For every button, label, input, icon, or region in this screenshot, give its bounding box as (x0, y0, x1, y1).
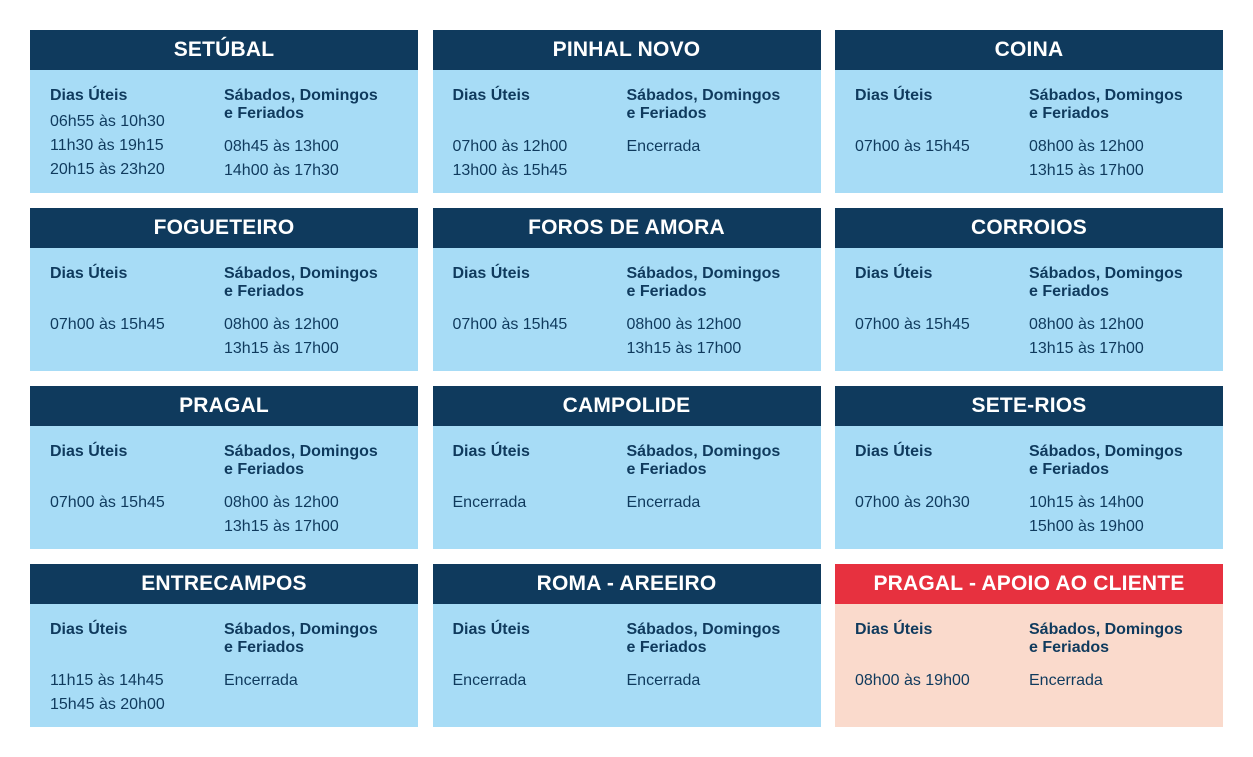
weekend-times (224, 491, 398, 539)
weekdays-times (50, 313, 224, 337)
time-range: Encerrada (224, 672, 298, 689)
weekend-heading (627, 621, 801, 658)
weekdays-column (50, 87, 224, 193)
weekdays-column (453, 265, 627, 371)
weekdays-column (50, 265, 224, 371)
station-card (30, 564, 418, 727)
weekend-heading (1029, 87, 1203, 124)
weekdays-times (453, 669, 627, 693)
weekend-heading-line2: e Feriados (626, 105, 707, 122)
weekdays-times (50, 669, 224, 717)
station-name: PINHAL NOVO (433, 30, 821, 70)
time-range: 13h00 às 15h45 (452, 162, 568, 179)
time-range: Encerrada (1029, 672, 1103, 689)
time-range: 08h00 às 12h00 (1029, 138, 1144, 155)
weekend-times (627, 491, 801, 515)
weekdays-heading: Dias Úteis (452, 87, 530, 104)
station-card (30, 386, 418, 549)
weekdays-column (453, 621, 627, 727)
weekend-column (627, 87, 801, 193)
station-name: CORROIOS (835, 208, 1223, 248)
weekdays-column (50, 443, 224, 549)
weekdays-times (50, 491, 224, 515)
time-range: 08h00 às 12h00 (626, 316, 742, 333)
weekdays-column (453, 443, 627, 549)
weekend-heading-line2: e Feriados (1029, 461, 1110, 478)
weekend-column (1029, 621, 1203, 727)
time-range: Encerrada (452, 672, 527, 689)
weekend-heading-line1: Sábados, Domingos (626, 621, 781, 638)
weekend-heading-line1: Sábados, Domingos (224, 87, 378, 104)
time-range: 08h45 às 13h00 (224, 138, 339, 155)
time-range: 07h00 às 15h45 (50, 316, 165, 333)
weekend-heading (1029, 443, 1203, 480)
time-range: 11h15 às 14h45 (50, 672, 164, 689)
station-card (835, 386, 1223, 549)
weekend-heading-line1: Sábados, Domingos (1029, 265, 1183, 282)
station-name: CAMPOLIDE (433, 386, 821, 426)
weekend-heading-line2: e Feriados (1029, 283, 1110, 300)
weekend-column (627, 265, 801, 371)
time-range: 14h00 às 17h30 (224, 162, 339, 179)
weekdays-heading: Dias Úteis (855, 87, 933, 104)
weekend-column (224, 265, 398, 371)
time-range: Encerrada (626, 494, 701, 511)
station-hours (433, 604, 821, 727)
station-hours (30, 248, 418, 371)
station-name: FOGUETEIRO (30, 208, 418, 248)
station-hours (433, 426, 821, 549)
station-hours (433, 70, 821, 193)
schedule-grid (30, 30, 1223, 727)
station-hours (835, 70, 1223, 193)
station-card (30, 30, 418, 193)
weekdays-times (453, 135, 627, 183)
weekend-column (627, 621, 801, 727)
weekend-column (224, 443, 398, 549)
time-range: 08h00 às 19h00 (855, 672, 970, 689)
time-range: Encerrada (626, 672, 701, 689)
weekdays-times (855, 669, 1029, 693)
weekend-heading-line2: e Feriados (224, 461, 305, 478)
weekend-heading-line1: Sábados, Domingos (626, 443, 781, 460)
weekend-heading (224, 265, 398, 302)
weekend-times (627, 313, 801, 361)
weekdays-times (50, 110, 224, 182)
weekend-heading-line1: Sábados, Domingos (1029, 443, 1183, 460)
time-range: 13h15 às 17h00 (1029, 340, 1144, 357)
weekdays-column (855, 443, 1029, 549)
time-range: 13h15 às 17h00 (626, 340, 742, 357)
weekend-times (627, 669, 801, 693)
weekdays-heading: Dias Úteis (50, 443, 128, 460)
weekend-heading (627, 443, 801, 480)
time-range: 07h00 às 15h45 (855, 138, 970, 155)
weekend-heading (627, 265, 801, 302)
station-name: FOROS DE AMORA (433, 208, 821, 248)
weekend-column (224, 87, 398, 193)
weekdays-heading: Dias Úteis (855, 621, 933, 638)
weekend-heading-line2: e Feriados (626, 461, 707, 478)
weekdays-heading: Dias Úteis (452, 443, 530, 460)
weekend-column (1029, 443, 1203, 549)
station-card (835, 30, 1223, 193)
weekend-heading (224, 443, 398, 480)
weekend-times (1029, 491, 1203, 539)
station-hours (835, 248, 1223, 371)
weekend-times (224, 135, 398, 183)
time-range: 13h15 às 17h00 (224, 518, 339, 535)
station-name: COINA (835, 30, 1223, 70)
time-range: 08h00 às 12h00 (224, 316, 339, 333)
time-range: 07h00 às 12h00 (452, 138, 568, 155)
time-range: 07h00 às 15h45 (50, 494, 165, 511)
weekdays-column (855, 265, 1029, 371)
time-range: 15h45 às 20h00 (50, 696, 165, 713)
weekend-times (627, 135, 801, 159)
weekdays-times (453, 313, 627, 337)
weekdays-times (855, 491, 1029, 515)
station-card (433, 30, 821, 193)
station-card (433, 386, 821, 549)
weekend-times (1029, 669, 1203, 693)
weekend-heading-line1: Sábados, Domingos (626, 265, 781, 282)
weekdays-times (855, 313, 1029, 337)
weekend-heading-line2: e Feriados (224, 105, 305, 122)
weekend-heading-line2: e Feriados (626, 283, 707, 300)
weekend-heading (224, 621, 398, 658)
weekend-heading-line1: Sábados, Domingos (1029, 87, 1183, 104)
weekend-heading (1029, 265, 1203, 302)
weekend-heading-line2: e Feriados (1029, 105, 1110, 122)
weekdays-times (855, 135, 1029, 159)
time-range: Encerrada (626, 138, 701, 155)
time-range: 08h00 às 12h00 (224, 494, 339, 511)
station-hours (835, 604, 1223, 727)
weekend-times (224, 669, 398, 693)
weekend-heading-line2: e Feriados (224, 639, 305, 656)
station-card (433, 564, 821, 727)
time-range: 07h00 às 15h45 (855, 316, 970, 333)
weekend-times (1029, 135, 1203, 183)
weekend-heading-line1: Sábados, Domingos (224, 621, 378, 638)
weekend-heading (224, 87, 398, 124)
weekend-heading-line1: Sábados, Domingos (224, 265, 378, 282)
weekdays-heading: Dias Úteis (50, 621, 128, 638)
time-range: 06h55 às 10h30 (50, 113, 165, 130)
time-range: 07h00 às 20h30 (855, 494, 970, 511)
weekdays-column (855, 621, 1029, 727)
weekend-column (1029, 265, 1203, 371)
station-name: PRAGAL - APOIO AO CLIENTE (835, 564, 1223, 604)
time-range: 11h30 às 19h15 (50, 137, 164, 154)
weekend-heading-line2: e Feriados (626, 639, 707, 656)
time-range: 13h15 às 17h00 (1029, 162, 1144, 179)
station-card (30, 208, 418, 371)
weekdays-column (50, 621, 224, 727)
weekdays-heading: Dias Úteis (452, 265, 530, 282)
time-range: 15h00 às 19h00 (1029, 518, 1144, 535)
weekdays-times (453, 491, 627, 515)
station-hours (835, 426, 1223, 549)
weekdays-heading: Dias Úteis (855, 265, 933, 282)
weekend-heading-line1: Sábados, Domingos (224, 443, 378, 460)
time-range: 07h00 às 15h45 (452, 316, 568, 333)
station-hours (30, 70, 418, 193)
station-card (433, 208, 821, 371)
weekend-times (224, 313, 398, 361)
weekdays-heading: Dias Úteis (50, 265, 128, 282)
weekend-heading-line2: e Feriados (1029, 639, 1110, 656)
weekdays-heading: Dias Úteis (50, 87, 128, 104)
station-name: PRAGAL (30, 386, 418, 426)
station-card (835, 564, 1223, 727)
station-hours (30, 426, 418, 549)
weekend-heading-line1: Sábados, Domingos (626, 87, 781, 104)
weekend-heading (627, 87, 801, 124)
station-card (835, 208, 1223, 371)
weekend-column (224, 621, 398, 727)
weekend-times (1029, 313, 1203, 361)
time-range: 20h15 às 23h20 (50, 161, 165, 178)
time-range: 13h15 às 17h00 (224, 340, 339, 357)
weekdays-heading: Dias Úteis (452, 621, 530, 638)
weekdays-heading: Dias Úteis (855, 443, 933, 460)
weekend-heading (1029, 621, 1203, 658)
station-name: ROMA - AREEIRO (433, 564, 821, 604)
weekdays-column (855, 87, 1029, 193)
station-name: SETE-RIOS (835, 386, 1223, 426)
station-name: ENTRECAMPOS (30, 564, 418, 604)
weekend-heading-line1: Sábados, Domingos (1029, 621, 1183, 638)
weekend-heading-line2: e Feriados (224, 283, 305, 300)
time-range: 10h15 às 14h00 (1029, 494, 1144, 511)
time-range: 08h00 às 12h00 (1029, 316, 1144, 333)
weekend-column (627, 443, 801, 549)
station-name: SETÚBAL (30, 30, 418, 70)
station-hours (30, 604, 418, 727)
weekdays-column (453, 87, 627, 193)
time-range: Encerrada (452, 494, 527, 511)
weekend-column (1029, 87, 1203, 193)
station-hours (433, 248, 821, 371)
